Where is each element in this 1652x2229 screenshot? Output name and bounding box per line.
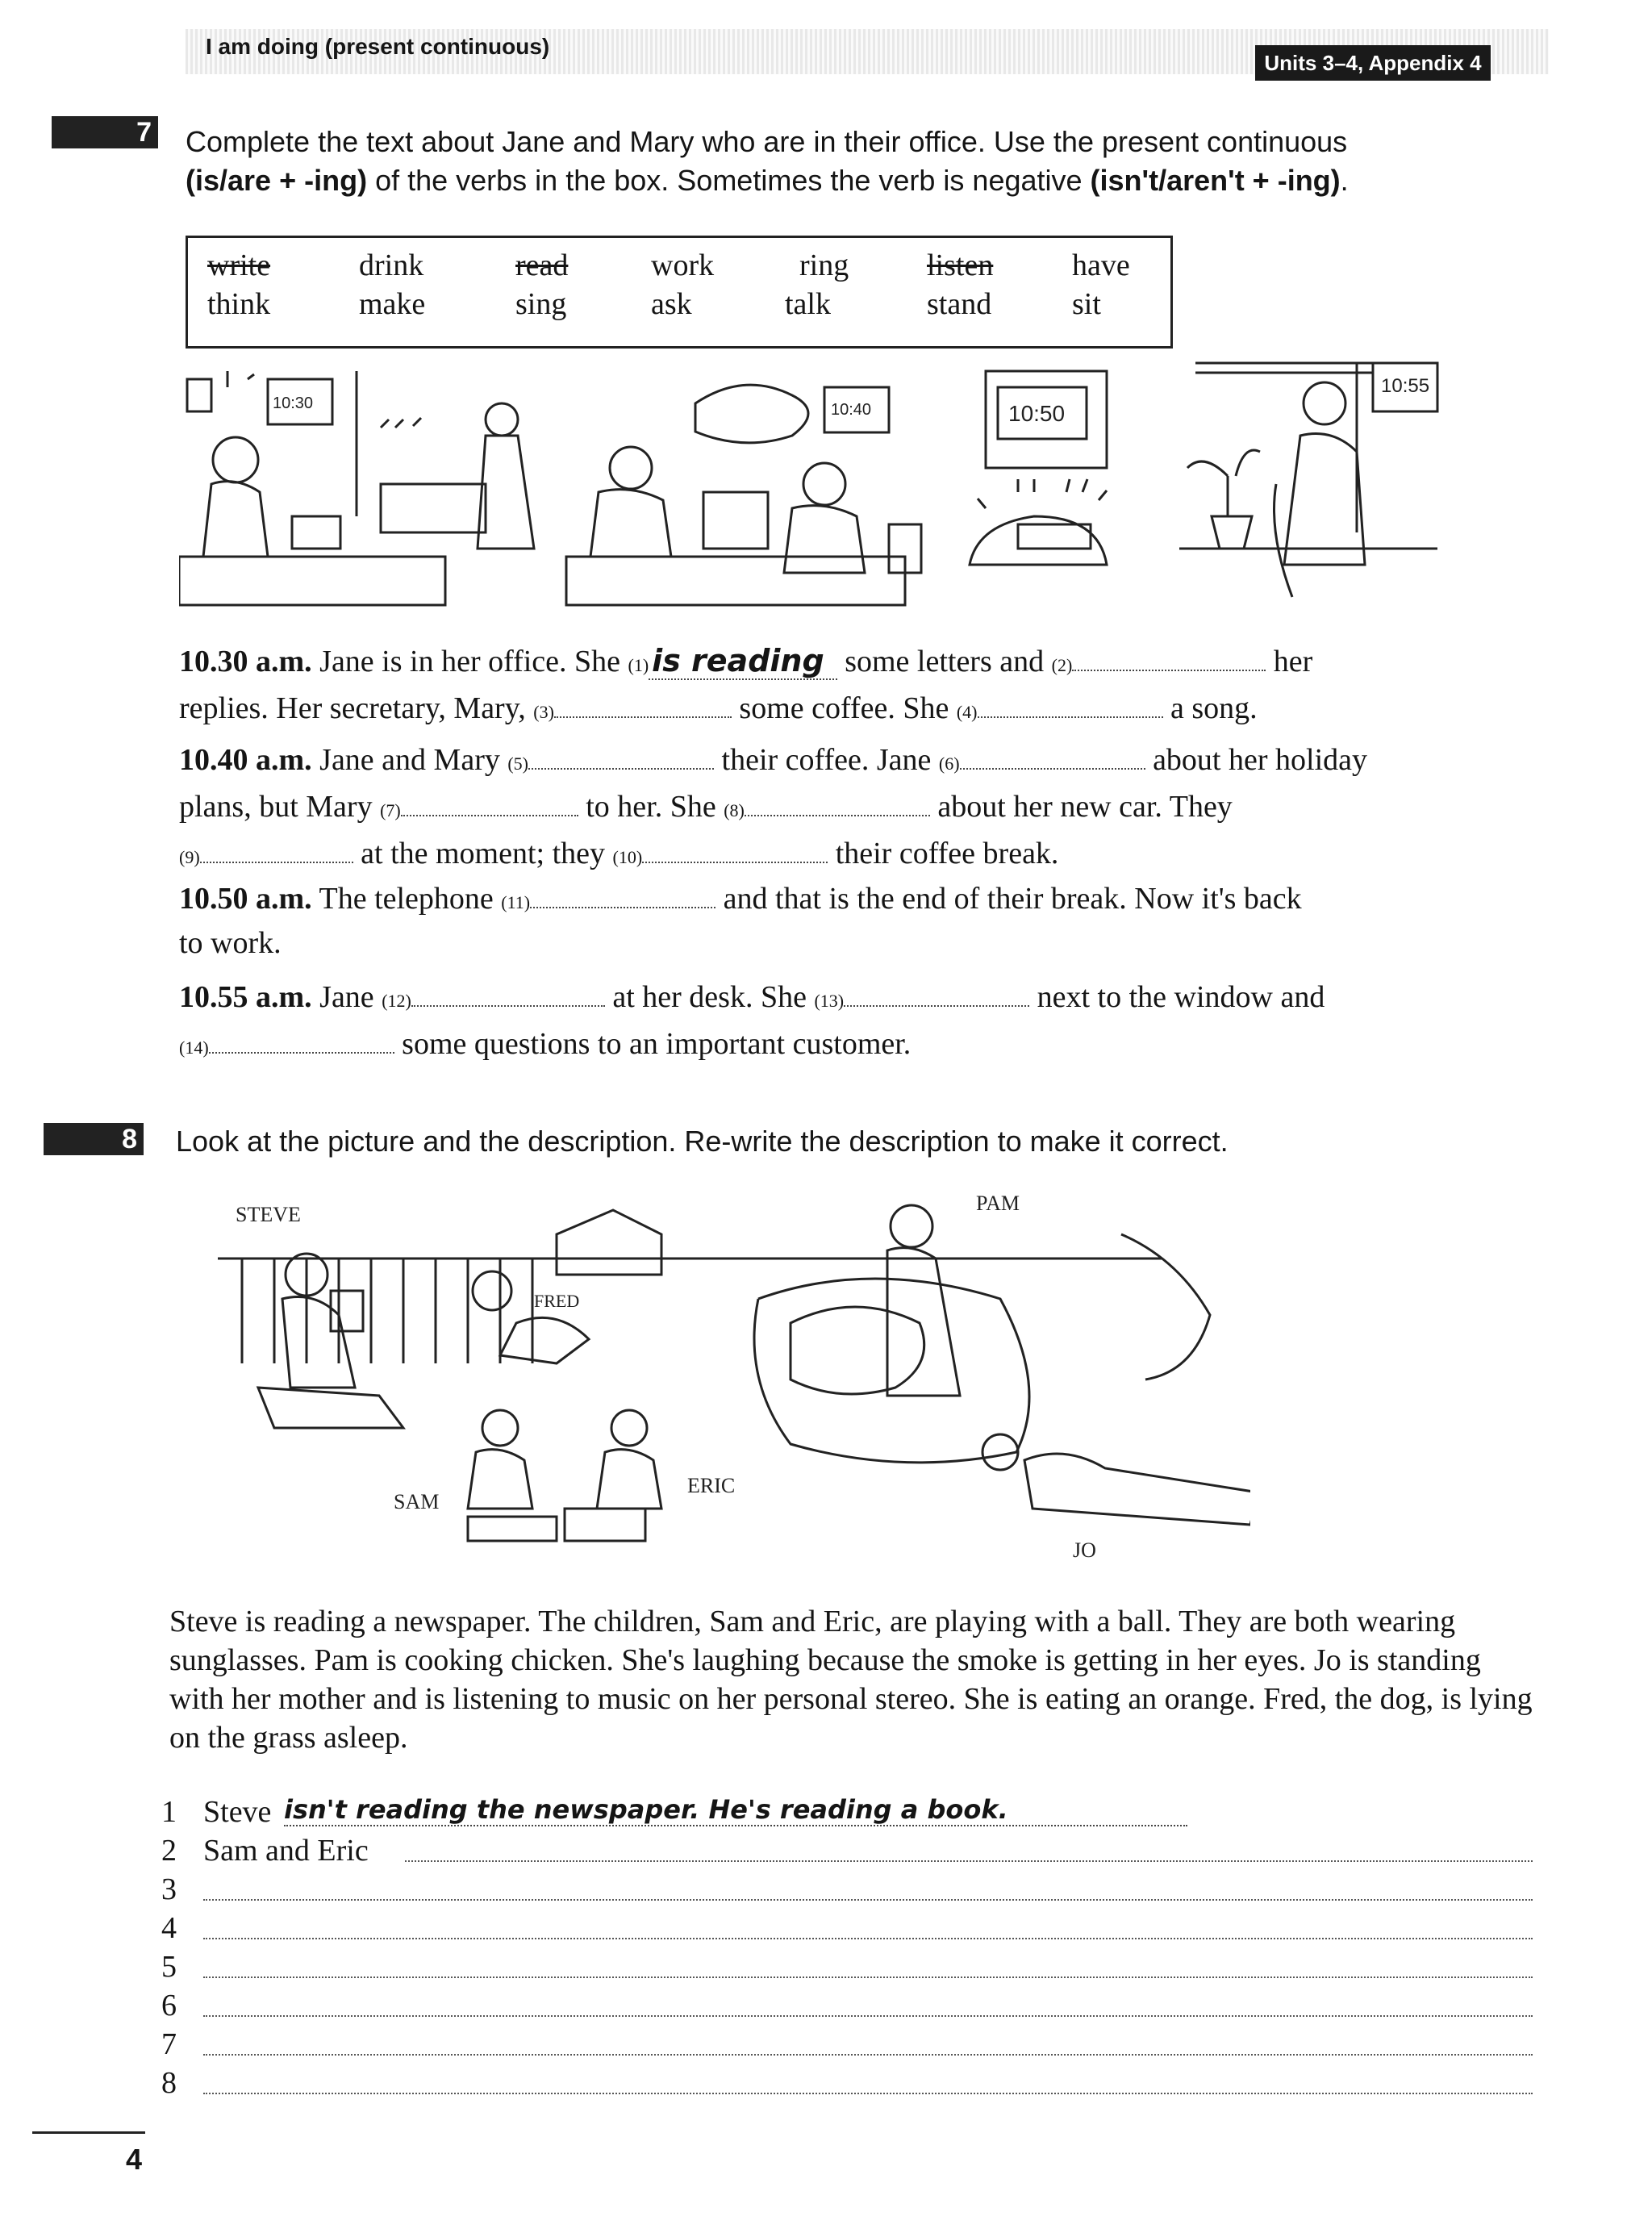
time-1055: 10.55 a.m. — [179, 980, 312, 1014]
verb-ask: ask — [651, 287, 692, 321]
p3-text-c: to work. — [179, 926, 282, 960]
p2-text-b: their coffee. Jane — [721, 743, 932, 777]
exercise-instruction — [186, 123, 1476, 200]
answer-number: 8 — [161, 2066, 177, 2100]
gap-11-input[interactable] — [530, 876, 715, 908]
gap-number-7: (7) — [380, 800, 401, 820]
answer-line-2 — [161, 1833, 1533, 1872]
answer-number: 3 — [161, 1872, 177, 1906]
answer-line-3 — [161, 1872, 1533, 1910]
answer-subject: Steve — [203, 1795, 272, 1829]
p4-text-a: Jane — [319, 980, 374, 1014]
paragraph-1030 — [179, 639, 1518, 733]
footer-rule — [32, 2131, 145, 2134]
paragraph-1050 — [179, 876, 1518, 963]
verb-box — [186, 236, 1173, 349]
gap-2-input[interactable] — [1072, 639, 1266, 671]
verb-write: write — [207, 248, 271, 282]
garden-scene-drawing — [210, 1186, 1250, 1573]
clock-1030-label: 10:30 — [273, 394, 314, 412]
answer-line-4 — [161, 1910, 1533, 1949]
answer-line-7 — [161, 2027, 1533, 2065]
p2-text-h: their coffee break. — [835, 837, 1059, 870]
gap-14-input[interactable] — [209, 1021, 394, 1054]
p1-text-a: Jane is in her office. She — [319, 645, 621, 678]
verb-talk: talk — [785, 287, 831, 321]
gap-number-5: (5) — [507, 753, 529, 774]
gap-number-11: (11) — [501, 892, 531, 912]
paragraph-1055 — [179, 975, 1518, 1068]
verb-make: make — [359, 287, 426, 321]
gap-number-3: (3) — [533, 702, 554, 722]
gap-13-input[interactable] — [844, 975, 1029, 1007]
gap-number-12: (12) — [382, 991, 411, 1011]
instruction-line-2 — [186, 161, 1476, 200]
answer-input[interactable]: isn't reading the newspaper. He's reading a book. — [284, 1794, 1187, 1826]
label-steve: STEVE — [236, 1203, 301, 1226]
clock-1050-label: 10:50 — [1008, 401, 1066, 426]
answer-input[interactable] — [203, 1899, 1533, 1901]
time-1050: 10.50 a.m. — [179, 882, 312, 916]
verb-listen: listen — [927, 248, 994, 282]
instruction-form-negative: (isn't/aren't + -ing) — [1090, 164, 1341, 197]
answer-line-6 — [161, 1988, 1533, 2027]
verb-ring: ring — [799, 248, 849, 282]
verb-drink: drink — [359, 248, 424, 282]
answer-input[interactable] — [405, 1860, 1533, 1862]
verb-sit: sit — [1072, 287, 1101, 321]
instruction-period: . — [1340, 164, 1349, 197]
gap-7-input[interactable] — [401, 784, 578, 816]
verb-work: work — [651, 248, 715, 282]
answer-input[interactable] — [203, 1938, 1533, 1939]
instruction-line-1: Complete the text about Jane and Mary who are in their office. Use the present continuous — [186, 125, 1348, 158]
p4-text-c: next to the window and — [1037, 980, 1325, 1014]
gap-6-input[interactable] — [960, 737, 1145, 770]
gap-5-input[interactable] — [528, 737, 714, 770]
clock-1040-label: 10:40 — [831, 401, 872, 419]
gap-number-1: (1) — [628, 655, 649, 675]
office-scenes-drawing — [179, 355, 1534, 613]
p1-text-e: some coffee. She — [739, 691, 949, 725]
answer-line-8 — [161, 2065, 1533, 2104]
p1-text-c: her — [1273, 645, 1313, 678]
verb-think: think — [207, 287, 271, 321]
p4-text-b: at her desk. She — [612, 980, 807, 1014]
garden-illustration — [210, 1186, 1250, 1573]
p1-text-f: a song. — [1170, 691, 1258, 725]
answer-number: 2 — [161, 1834, 177, 1868]
label-eric: ERIC — [687, 1474, 736, 1497]
header-units-badge: Units 3–4, Appendix 4 — [1255, 45, 1491, 81]
exercise-number-badge: 7 — [52, 116, 158, 148]
p1-text-d: replies. Her secretary, Mary, — [179, 691, 526, 725]
answer-input[interactable] — [203, 2093, 1533, 2094]
gap-9-input[interactable] — [200, 831, 353, 863]
verb-sing: sing — [515, 287, 567, 321]
answer-number: 5 — [161, 1950, 177, 1984]
page-number: 4 — [126, 2143, 143, 2176]
gap-12-input[interactable] — [411, 975, 605, 1007]
answer-number: 4 — [161, 1911, 177, 1945]
answer-input[interactable] — [203, 1976, 1533, 1978]
gap-number-9: (9) — [179, 847, 200, 867]
time-1030: 10.30 a.m. — [179, 645, 312, 678]
gap-number-4: (4) — [956, 702, 978, 722]
clock-labels — [273, 375, 1429, 426]
time-1040: 10.40 a.m. — [179, 743, 312, 777]
header-topic: I am doing (present continuous) — [206, 34, 550, 59]
p2-text-d: plans, but Mary — [179, 790, 373, 824]
answer-number: 7 — [161, 2027, 177, 2061]
verb-have: have — [1072, 248, 1130, 282]
gap-3-input[interactable] — [554, 686, 732, 718]
gap-number-13: (13) — [814, 991, 845, 1011]
clock-1055-label: 10:55 — [1381, 375, 1430, 397]
p4-text-d: some questions to an important customer. — [402, 1027, 912, 1061]
p3-text-b: and that is the end of their break. Now it's back — [723, 882, 1302, 916]
gap-1-answer[interactable]: is reading — [649, 643, 837, 680]
p2-text-a: Jane and Mary — [319, 743, 500, 777]
p2-text-c: about her holiday — [1153, 743, 1367, 777]
answer-input[interactable] — [203, 2054, 1533, 2056]
answer-line-5 — [161, 1949, 1533, 1988]
office-illustration — [179, 355, 1534, 613]
label-jo: JO — [1073, 1538, 1096, 1562]
p2-text-e: to her. She — [586, 790, 716, 824]
instruction-text: of the verbs in the box. Sometimes the verb is negative — [367, 164, 1091, 197]
exercise8-instruction: Look at the picture and the description. Re-write the description to make it correct. — [176, 1125, 1229, 1158]
verb-stand: stand — [927, 287, 992, 321]
gap-number-14: (14) — [179, 1037, 209, 1058]
paragraph-1040 — [179, 737, 1518, 878]
p2-text-f: about her new car. They — [937, 790, 1233, 824]
label-sam: SAM — [394, 1490, 440, 1513]
gap-number-8: (8) — [724, 800, 745, 820]
gap-4-input[interactable] — [978, 686, 1163, 718]
exercise-number-badge-8: 8 — [44, 1123, 144, 1155]
p2-text-g: at the moment; they — [361, 837, 606, 870]
answer-number: 6 — [161, 1989, 177, 2022]
p1-text-b: some letters and — [845, 645, 1045, 678]
verb-read: read — [515, 248, 569, 282]
answer-subject: Sam and Eric — [203, 1834, 369, 1868]
gap-number-6: (6) — [938, 753, 960, 774]
gap-number-2: (2) — [1051, 655, 1073, 675]
exercise8-description: Steve is reading a newspaper. The children, Sam and Eric, are playing with a ball. They are both wearing sunglasses. Pam is cooking chicken. She's laughing because the smoke is getting in her eyes. Jo is standing with her mother and is listening to music on her personal stereo. She is eating an orange. Fred, the dog, is lying on the grass asleep. — [169, 1605, 1533, 1755]
p3-text-a: The telephone — [319, 882, 494, 916]
answer-input[interactable] — [203, 2015, 1533, 2017]
instruction-form-positive: (is/are + -ing) — [186, 164, 368, 197]
label-pam: PAM — [976, 1192, 1020, 1215]
gap-10-input[interactable] — [642, 831, 828, 863]
label-fred: FRED — [534, 1291, 580, 1311]
gap-8-input[interactable] — [745, 784, 930, 816]
gap-number-10: (10) — [612, 847, 643, 867]
answer-line-1 — [161, 1794, 1533, 1833]
answer-number: 1 — [161, 1795, 177, 1829]
